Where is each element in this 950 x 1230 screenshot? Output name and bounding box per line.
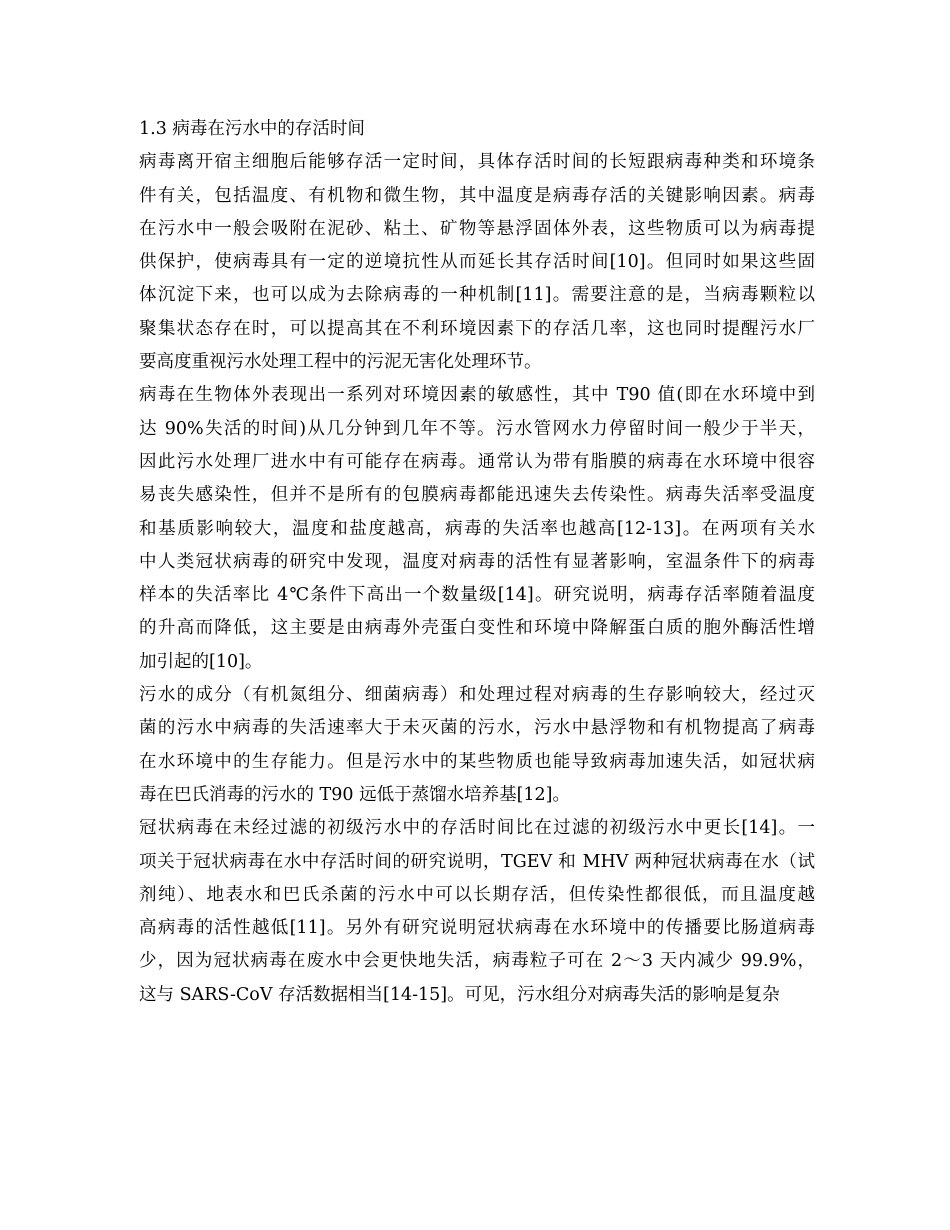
paragraph-environmental-sensitivity xyxy=(139,379,815,679)
text-line: 剂纯）、地表水和巴氏杀菌的污水中可以长期存活，但传染性都很低，而且温度越 xyxy=(139,884,815,905)
text-line: 中人类冠状病毒的研究中发现，温度对病毒的活性有显著影响，室温条件下的病毒 xyxy=(139,551,815,572)
text-line: 因此污水处理厂进水中有可能存在病毒。通常认为带有脂膜的病毒在水环境中很容 xyxy=(139,451,815,472)
section-heading: 1.3 病毒在污水中的存活时间 xyxy=(139,119,365,139)
text-line: 易丧失感染性，但并不是所有的包膜病毒都能迅速失去传染性。病毒失活率受温度 xyxy=(139,485,815,506)
text-line: 高病毒的活性越低[11]。另外有研究说明冠状病毒在水环境中的传播要比肠道病毒 xyxy=(139,918,815,939)
document-body xyxy=(139,113,815,1012)
text-line: 菌的污水中病毒的失活速率大于未灭菌的污水，污水中悬浮物和有机物提高了病毒 xyxy=(139,718,815,739)
text-line: 达 90%失活的时间)从几分钟到几年不等。污水管网水力停留时间一般少于半天， xyxy=(139,418,815,439)
text-line: 这与 SARS-CoV 存活数据相当[14-15]。可见，污水组分对病毒失活的影响是复杂 xyxy=(139,984,780,1005)
text-line: 少，因为冠状病毒在废水中会更快地失活，病毒粒子可在 2～3 天内减少 99.9%， xyxy=(139,951,815,972)
text-line: 毒在巴氏消毒的污水的 T90 远低于蒸馏水培养基[12]。 xyxy=(139,784,570,805)
paragraph-sewage-composition xyxy=(139,679,815,812)
text-line: 污水的成分（有机氮组分、细菌病毒）和处理过程对病毒的生存影响较大，经过灭 xyxy=(139,685,815,706)
text-line: 样本的失活率比 4℃条件下高出一个数量级[14]。研究说明，病毒存活率随着温度 xyxy=(139,585,815,606)
paragraph-survival-time xyxy=(139,146,815,379)
paragraph-coronavirus-survival xyxy=(139,812,815,1012)
text-line: 体沉淀下来，也可以成为去除病毒的一种机制[11]。需要注意的是，当病毒颗粒以 xyxy=(139,285,815,306)
text-line: 在水环境中的生存能力。但是污水中的某些物质也能导致病毒加速失活，如冠状病 xyxy=(139,751,815,772)
text-line: 在污水中一般会吸附在泥砂、粘土、矿物等悬浮固体外表，这些物质可以为病毒提 xyxy=(139,218,815,239)
text-line: 的升高而降低，这主要是由病毒外壳蛋白变性和环境中降解蛋白质的胞外酶活性增 xyxy=(139,618,815,639)
text-line: 和基质影响较大，温度和盐度越高，病毒的失活率也越高[12-13]。在两项有关水 xyxy=(139,518,815,539)
text-line: 件有关，包括温度、有机物和微生物，其中温度是病毒存活的关键影响因素。病毒 xyxy=(139,185,815,206)
text-line: 供保护，使病毒具有一定的逆境抗性从而延长其存活时间[10]。但同时如果这些固 xyxy=(139,252,815,273)
text-line: 病毒离开宿主细胞后能够存活一定时间，具体存活时间的长短跟病毒种类和环境条 xyxy=(139,152,815,173)
text-line: 聚集状态存在时，可以提高其在不利环境因素下的存活几率，这也同时提醒污水厂 xyxy=(139,318,815,339)
text-line: 要高度重视污水处理工程中的污泥无害化处理环节。 xyxy=(139,352,542,373)
text-line: 病毒在生物体外表现出一系列对环境因素的敏感性，其中 T90 值(即在水环境中到 xyxy=(139,385,815,406)
text-line: 冠状病毒在未经过滤的初级污水中的存活时间比在过滤的初级污水中更长[14]。一 xyxy=(139,818,815,839)
text-line: 项关于冠状病毒在水中存活时间的研究说明，TGEV 和 MHV 两种冠状病毒在水（试 xyxy=(139,851,815,872)
text-line: 加引起的[10]。 xyxy=(139,651,263,672)
